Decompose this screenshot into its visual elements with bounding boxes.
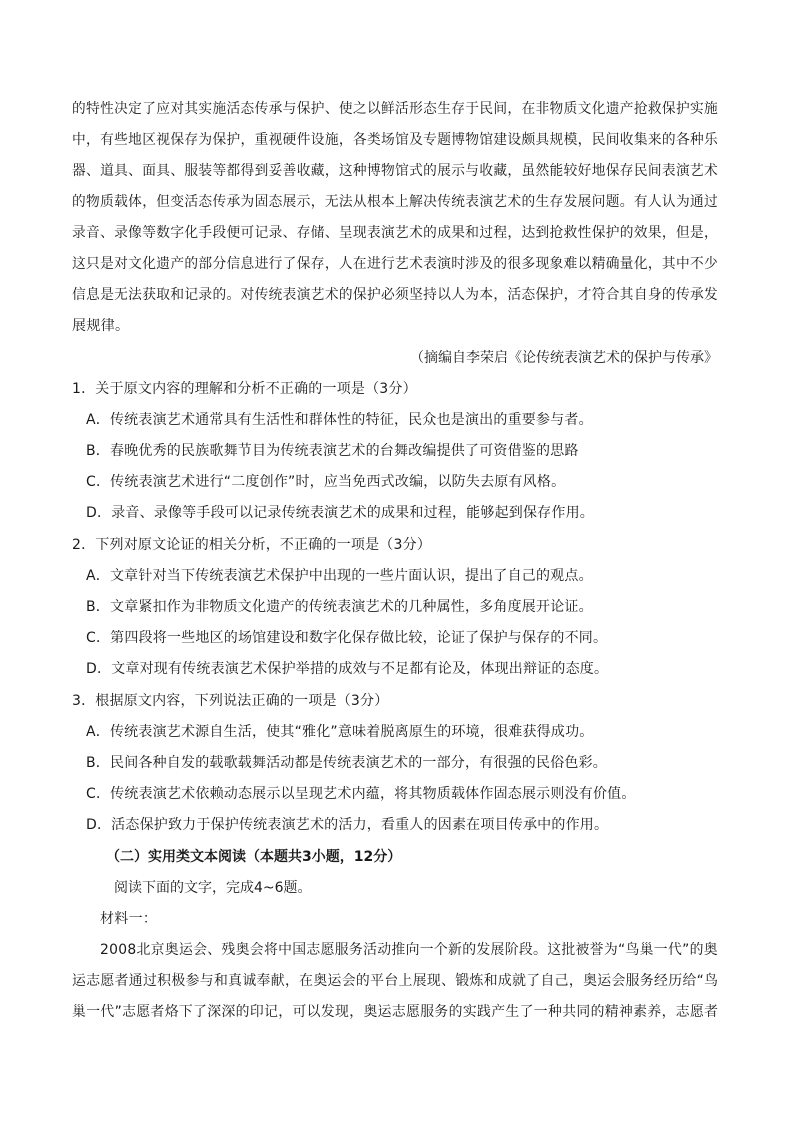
option-b: B．民间各种自发的载歌载舞活动都是传统表演艺术的一部分，有很强的民俗色彩。 — [86, 755, 608, 771]
passage-line: 展规律。 — [72, 318, 130, 334]
material-line: 运志愿者通过积极参与和真诚奉献，在奥运会的平台上展现、锻炼和成就了自己，奥运会服务经历给“鸟 — [72, 973, 719, 989]
option-d: D．活态保护致力于保护传统表演艺术的活力，看重人的因素在项目传承中的作用。 — [86, 817, 609, 833]
option-b: B．文章紧扣作为非物质文化遗产的传统表演艺术的几种属性，多角度展开论证。 — [86, 599, 593, 615]
section-title: （二）实用类文本阅读（本题共3小题，12分） — [106, 849, 402, 865]
question-stem: 1．关于原文内容的理解和分析不正确的一项是（3分） — [72, 381, 417, 397]
option-d: D．录音、录像等手段可以记录传统表演艺术的成果和过程，能够起到保存作用。 — [86, 505, 594, 521]
option-a: A．文章针对当下传统表演艺术保护中出现的一些片面认识，提出了自己的观点。 — [86, 568, 593, 584]
passage-line: 录音、录像等数字化手段便可记录、存储、呈现表演艺术的成果和过程，达到抢救性保护的效果，但是， — [72, 225, 719, 241]
instruction: 阅读下面的文字，完成4~6题。 — [114, 880, 312, 896]
question-stem: 3．根据原文内容，下列说法正确的一项是（3分） — [72, 693, 389, 709]
passage-line: 器、道具、面具、服装等都得到妥善收藏，这种博物馆式的展示与收藏，虽然能较好地保存民间表演艺术 — [72, 163, 719, 179]
option-c: C．传统表演艺术进行“二度创作”时，应当免西式改编，以防失去原有风格。 — [86, 474, 566, 490]
material-line: 2008北京奥运会、残奥会将中国志愿服务活动推向一个新的发展阶段。这批被誉为“鸟巢一代”的奥 — [100, 942, 718, 958]
option-b: B．春晚优秀的民族歌舞节目为传统表演艺术的台舞改编提供了可资借鉴的思路 — [86, 443, 579, 459]
option-a: A．传统表演艺术通常具有生活性和群体性的特征，民众也是演出的重要参与者。 — [86, 412, 593, 428]
option-c: C．传统表演艺术依赖动态展示以呈现艺术内蕴，将其物质载体作固态展示则没有价值。 — [86, 786, 636, 802]
option-c: C．第四段将一些地区的场馆建设和数字化保存做比较，论证了保护与保存的不同。 — [86, 630, 608, 646]
passage-line: 这只是对文化遗产的部分信息进行了保存，人在进行艺术表演时涉及的很多现象难以精确量化，其中不少 — [72, 256, 719, 272]
passage-line: 中，有些地区视保存为保护，重视硬件设施，各类场馆及专题博物馆建设颇具规模，民间收集来的各种乐 — [72, 132, 719, 148]
passage-line: 的物质载体，但变活态传承为固态展示，无法从根本上解决传统表演艺术的生存发展问题。有人认为通过 — [72, 194, 719, 210]
option-d: D．文章对现有传统表演艺术保护举措的成效与不足都有论及，体现出辩证的态度。 — [86, 661, 609, 677]
passage-line: 信息是无法获取和记录的。对传统表演艺术的保护必须坚持以人为本，活态保护，才符合其自身的传承发 — [72, 287, 719, 303]
document-page — [72, 0, 718, 1123]
material-label: 材料一： — [100, 911, 158, 927]
question-stem: 2．下列对原文论证的相关分析，不正确的一项是（3分） — [72, 537, 432, 553]
source-citation: （摘编自李荣启《论传统表演艺术的保护与传承》 — [410, 350, 718, 366]
passage-line: 的特性决定了应对其实施活态传承与保护、使之以鲜活形态生存于民间，在非物质文化遗产抢救保护实施 — [72, 101, 719, 117]
material-line: 巢一代”志愿者烙下了深深的印记，可以发现，奥运志愿服务的实践产生了一种共同的精神素养，志愿者 — [72, 1004, 719, 1020]
option-a: A．传统表演艺术源自生活，使其“雅化”意味着脱离原生的环境，很难获得成功。 — [86, 724, 594, 740]
